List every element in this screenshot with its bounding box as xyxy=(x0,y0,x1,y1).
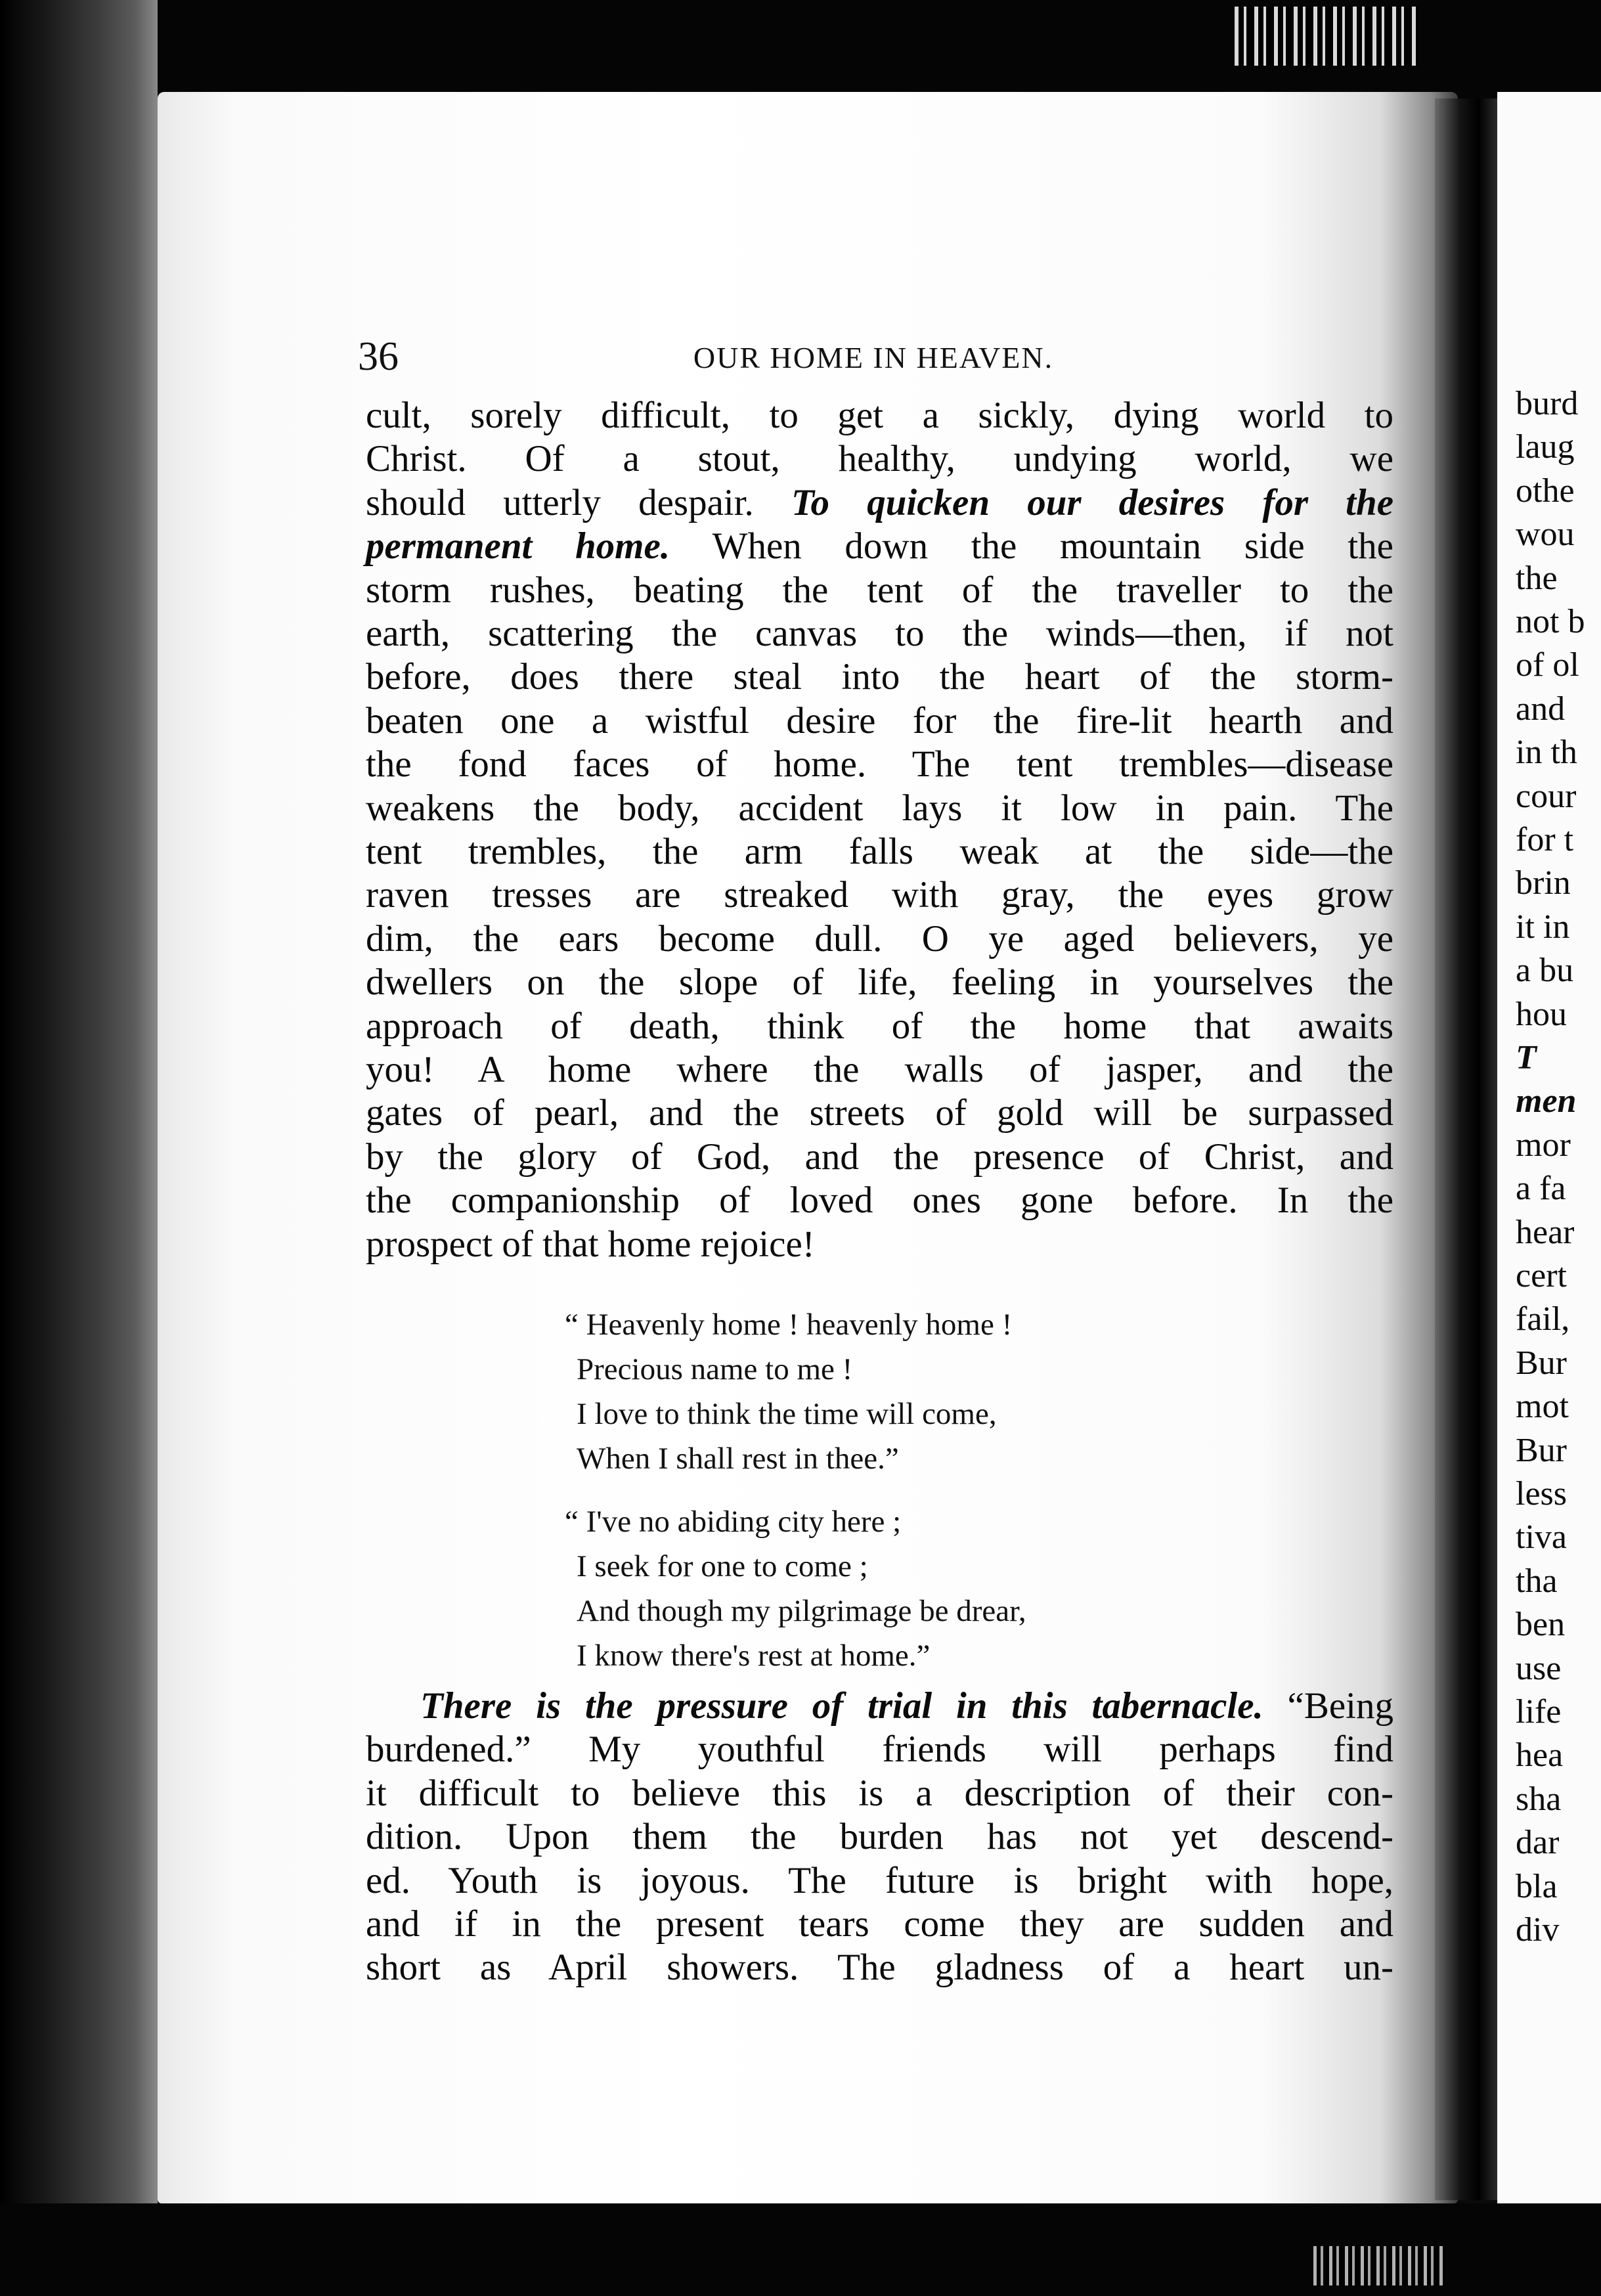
italic-heading: To quicken our desires for the xyxy=(791,481,1393,523)
facing-page-line: ben xyxy=(1516,1606,1566,1644)
text-line: cult, sorely difficult, to get a sickly, dying world to xyxy=(366,395,1393,436)
book-gutter xyxy=(1435,99,1497,2200)
text-line: dwellers on the slope of life, feeling in yourselves the xyxy=(366,961,1393,1004)
text-line: ed. Youth is joyous. The future is bright with hope, xyxy=(366,1859,1393,1901)
text-line: raven tresses are streaked with gray, the eyes grow xyxy=(366,874,1393,916)
text-line: the companionship of loved ones gone before. In the xyxy=(366,1180,1393,1222)
facing-page-line: tha xyxy=(1516,1562,1558,1600)
scan-label-strip-bottom xyxy=(1313,2246,1445,2285)
facing-page-line: Bur xyxy=(1516,1431,1567,1469)
text-line: dim, the ears become dull. O ye aged believers, ye xyxy=(366,917,1393,960)
text-line: it difficult to believe this is a description of their con- xyxy=(366,1772,1393,1814)
facing-page-line: men xyxy=(1516,1082,1577,1120)
facing-page-line: laug xyxy=(1516,428,1575,466)
running-head: OUR HOME IN HEAVEN. xyxy=(693,341,1054,374)
text-line: burdened.” My youthful friends will perhaps find xyxy=(366,1729,1393,1771)
poem-line: I know there's rest at home.” xyxy=(577,1639,931,1673)
facing-page-line: less xyxy=(1516,1475,1567,1512)
facing-page-line: dar xyxy=(1516,1824,1560,1862)
text-line: earth, scattering the canvas to the winds—then, if not xyxy=(366,613,1393,654)
facing-page-line: othe xyxy=(1516,472,1575,510)
facing-page-line: use xyxy=(1516,1649,1562,1687)
text-run: should utterly despair. xyxy=(366,481,791,523)
italic-heading: There is the pressure of trial in this tabernacle. xyxy=(420,1685,1263,1727)
text-line: the fond faces of home. The tent trembles—disease xyxy=(366,743,1393,785)
text-line: tent trembles, the arm falls weak at the side—the xyxy=(366,831,1393,872)
facing-page-line: burd xyxy=(1516,385,1579,422)
poem-line: “ Heavenly home ! heavenly home ! xyxy=(565,1308,1013,1342)
facing-page-line: a bu xyxy=(1516,952,1574,990)
text-line: dition. Upon them the burden has not yet descend- xyxy=(366,1816,1393,1858)
facing-page-line: fail, xyxy=(1516,1300,1570,1338)
text-run: “Being xyxy=(1263,1685,1393,1727)
page-header xyxy=(358,334,1389,380)
text-line: gates of pearl, and the streets of gold will be surpassed xyxy=(366,1092,1393,1134)
facing-page-line: mor xyxy=(1516,1126,1571,1164)
facing-page-line: wou xyxy=(1516,516,1575,554)
facing-page-line: it in xyxy=(1516,908,1570,946)
text-line: short as April showers. The gladness of a heart un- xyxy=(366,1947,1393,1989)
facing-page-line: in th xyxy=(1516,734,1577,772)
facing-page-line: and xyxy=(1516,690,1566,728)
italic-heading: permanent home. xyxy=(366,525,670,567)
text-line: weakens the body, accident lays it low in pain. The xyxy=(366,787,1393,829)
text-line: Christ. Of a stout, healthy, undying world, we xyxy=(366,438,1393,480)
facing-page-line: a fa xyxy=(1516,1170,1566,1208)
facing-page-line: not b xyxy=(1516,603,1585,640)
page-number: 36 xyxy=(358,334,399,379)
facing-page-line: hou xyxy=(1516,995,1567,1033)
text-line: prospect of that home rejoice! xyxy=(366,1223,815,1265)
facing-page-line: sha xyxy=(1516,1780,1562,1818)
facing-page-line: cert xyxy=(1516,1257,1567,1294)
facing-page xyxy=(1497,92,1601,2203)
facing-page-line: brin xyxy=(1516,864,1571,902)
text-line: storm rushes, beating the tent of the traveller to the xyxy=(366,569,1393,611)
poem-line: When I shall rest in thee.” xyxy=(577,1442,899,1476)
facing-page-line: for t xyxy=(1516,821,1574,858)
book-spine-edge xyxy=(0,0,158,2296)
poem-line: I seek for one to come ; xyxy=(577,1549,868,1583)
scan-top-border xyxy=(0,0,1601,99)
facing-page-line: the xyxy=(1516,559,1558,597)
facing-page-line: life xyxy=(1516,1693,1562,1731)
poem-line: Precious name to me ! xyxy=(577,1352,853,1386)
poem-line: “ I've no abiding city here ; xyxy=(565,1505,902,1539)
facing-page-line: Bur xyxy=(1516,1344,1567,1382)
facing-page-line: T xyxy=(1516,1039,1537,1076)
scan-label-strip xyxy=(1235,7,1418,66)
facing-page-line: of ol xyxy=(1516,646,1579,684)
facing-page-line: hear xyxy=(1516,1213,1575,1251)
text-run: When down the mountain side the xyxy=(670,525,1393,567)
text-line: before, does there steal into the heart of the storm- xyxy=(366,656,1393,698)
poem-line: I love to think the time will come, xyxy=(577,1397,997,1431)
poem-line: And though my pilgrimage be drear, xyxy=(577,1594,1026,1628)
facing-page-line: hea xyxy=(1516,1736,1564,1775)
text-line: beaten one a wistful desire for the fire-lit hearth and xyxy=(366,699,1393,741)
text-line: by the glory of God, and the presence of Christ, and xyxy=(366,1136,1393,1178)
facing-page-line: mot xyxy=(1516,1388,1569,1426)
text-line: approach of death, think of the home that awaits xyxy=(366,1005,1393,1047)
facing-page-line: bla xyxy=(1516,1867,1558,1905)
facing-page-line: cour xyxy=(1516,777,1577,815)
facing-page-line: tiva xyxy=(1516,1518,1567,1556)
text-line: you! A home where the walls of jasper, and the xyxy=(366,1049,1393,1090)
facing-page-line: div xyxy=(1516,1911,1560,1949)
text-line: and if in the present tears come they are sudden and xyxy=(366,1903,1393,1945)
